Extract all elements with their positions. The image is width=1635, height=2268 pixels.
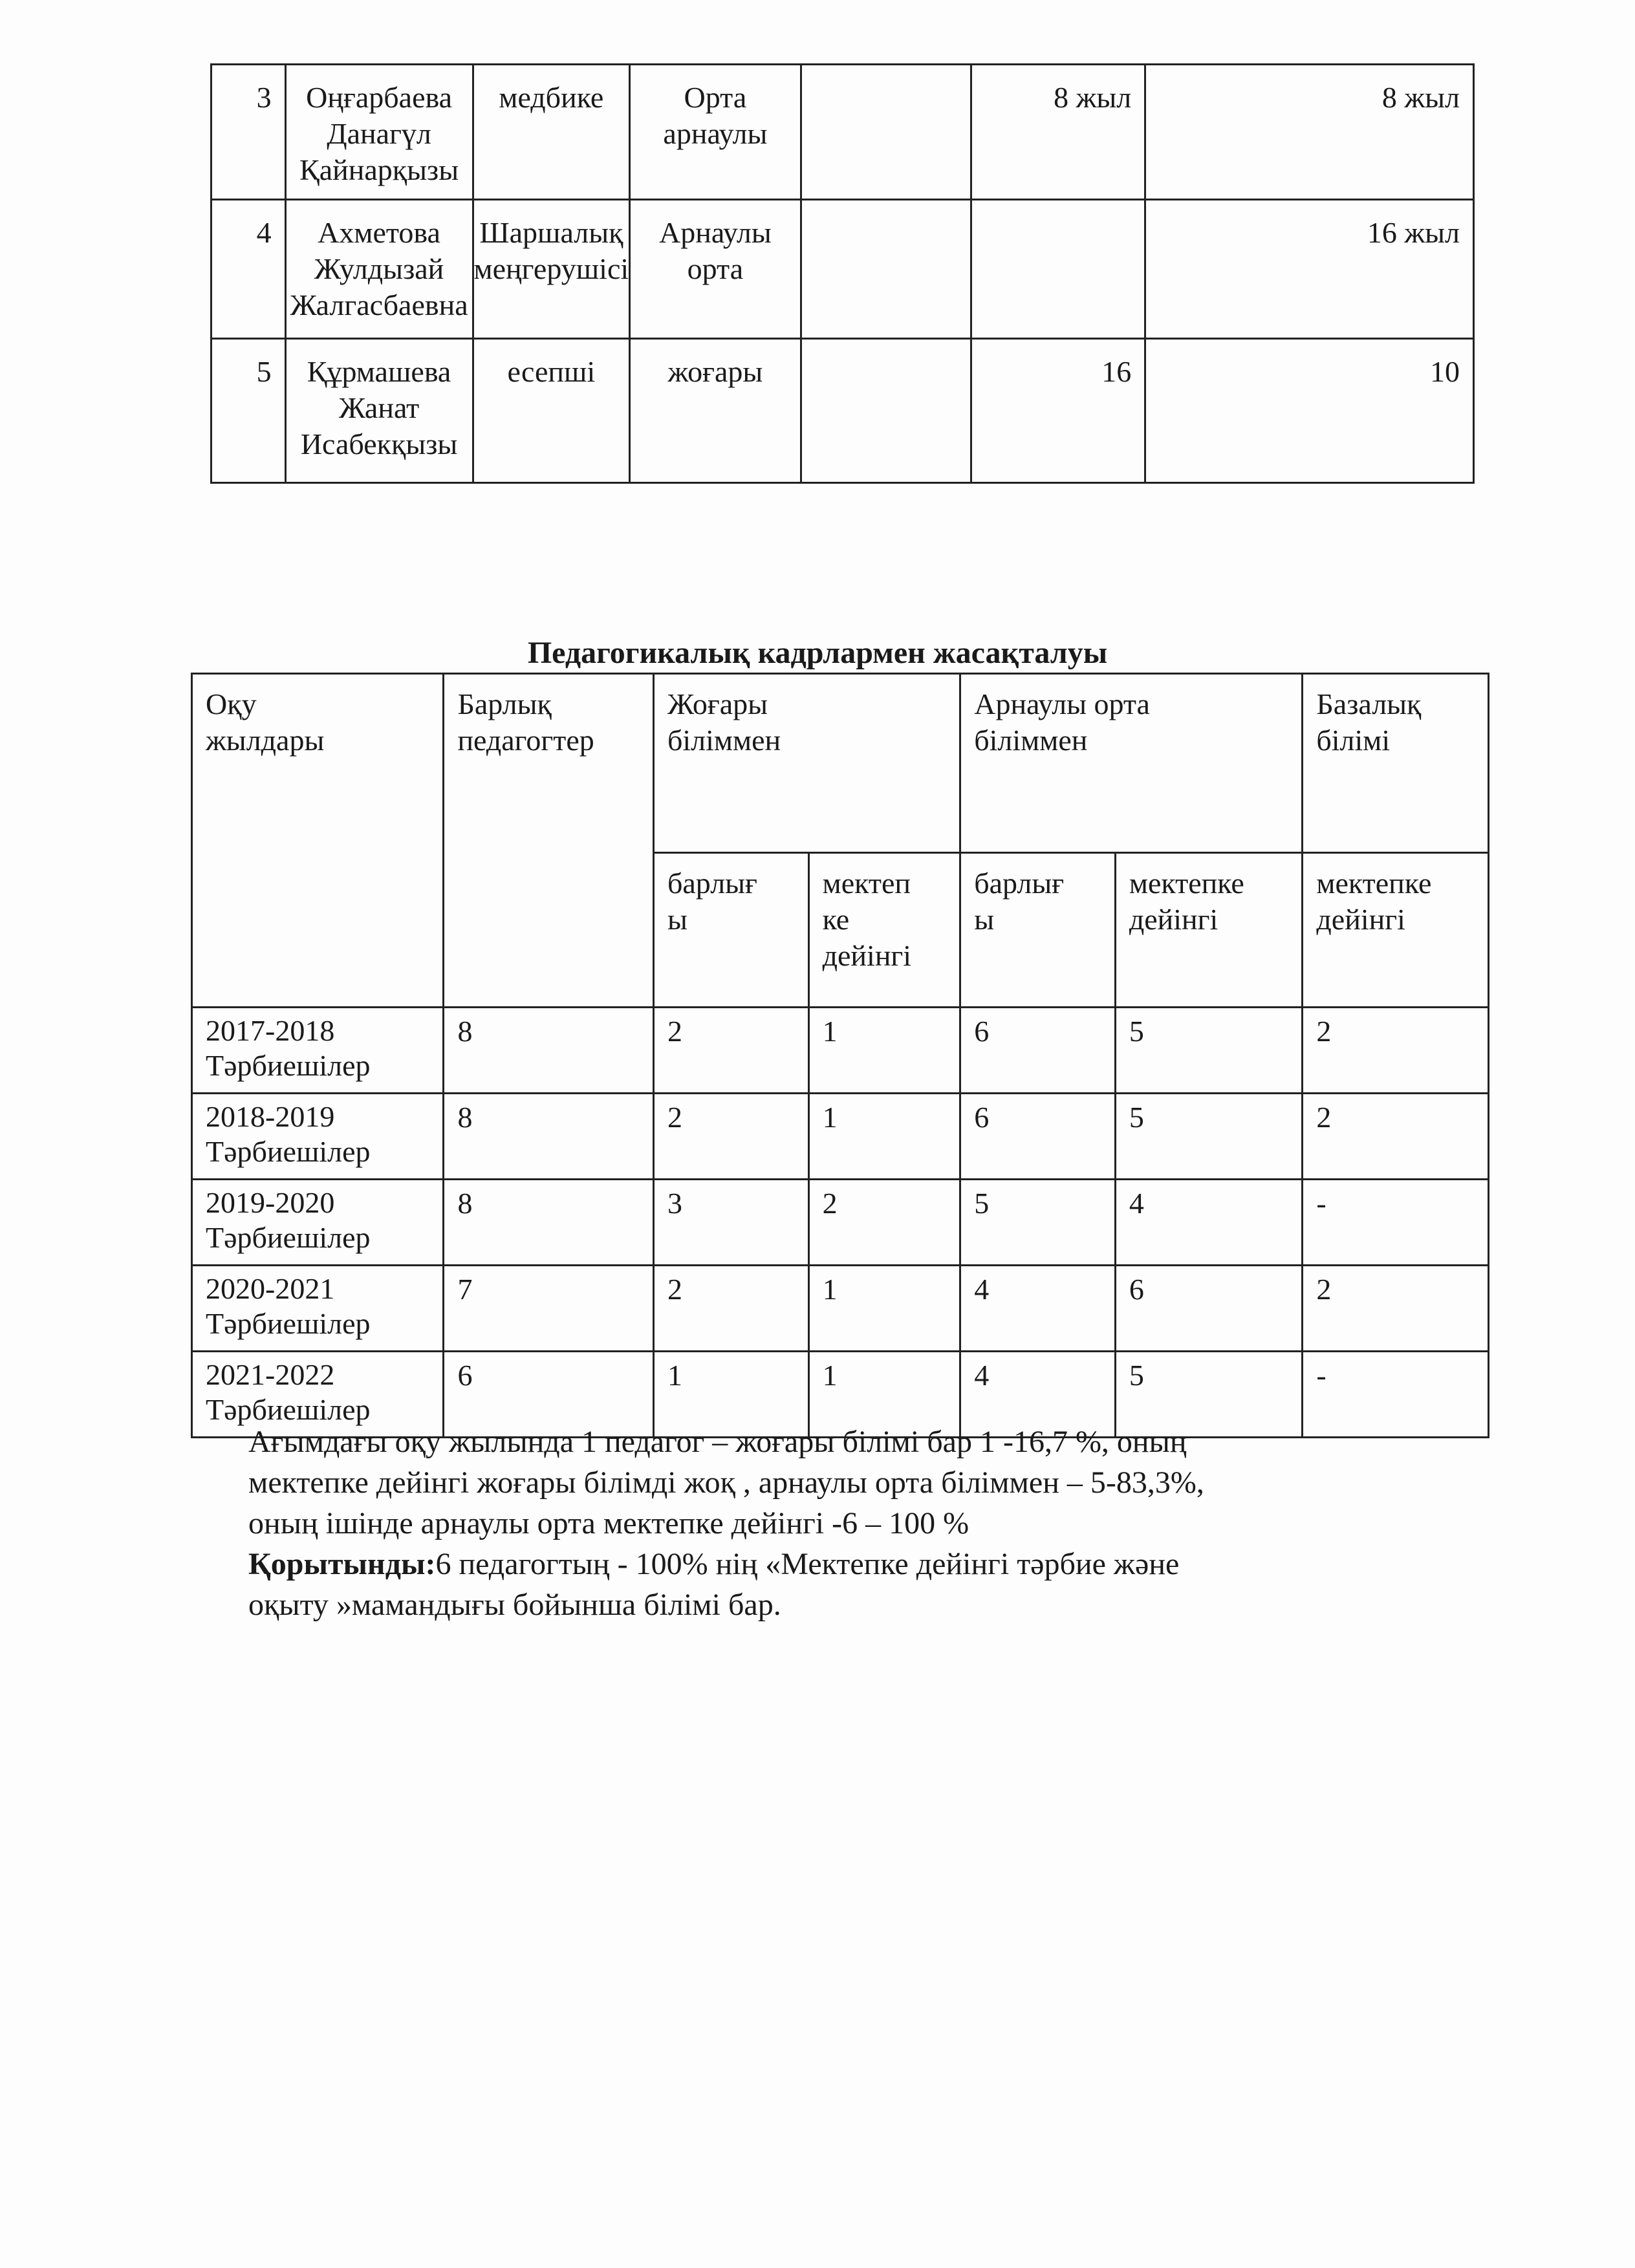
year-cell: 2019-2020 Тәрбиешілер bbox=[192, 1180, 444, 1266]
subheader-higher-preschool: мектеп ке дейінгі bbox=[808, 853, 960, 1008]
conclusion-line bbox=[248, 1544, 1516, 1584]
year-cell: 2021-2022 Тәрбиешілер bbox=[192, 1352, 444, 1438]
total-cell: 8 bbox=[444, 1180, 654, 1266]
total-cell: 8 bbox=[444, 1094, 654, 1180]
higher-all-cell: 2 bbox=[653, 1008, 808, 1094]
staff-name: Оңғарбаева Данагүл Қайнарқызы bbox=[285, 65, 473, 200]
header-row bbox=[192, 674, 1489, 853]
total-cell: 6 bbox=[444, 1352, 654, 1438]
staff-education: жоғары bbox=[630, 339, 801, 483]
higher-preschool-cell: 1 bbox=[808, 1266, 960, 1352]
paragraph-line: оқыту »мамандығы бойынша білімі бар. bbox=[248, 1588, 781, 1622]
basic-cell: 2 bbox=[1303, 1094, 1489, 1180]
year-cell: 2017-2018 Тәрбиешілер bbox=[192, 1008, 444, 1094]
table-row bbox=[192, 1008, 1489, 1094]
table-row bbox=[192, 1266, 1489, 1352]
header-special: Арнаулы орта біліммен bbox=[960, 674, 1303, 853]
staff-col6: 8 жыл bbox=[971, 65, 1145, 200]
special-preschool-cell: 5 bbox=[1115, 1352, 1303, 1438]
paragraph-line: мектепке дейінгі жоғары білімді жоқ , арнаулы орта біліммен – 5-83,3%, bbox=[248, 1465, 1204, 1500]
special-preschool-cell: 5 bbox=[1115, 1008, 1303, 1094]
special-all-cell: 6 bbox=[960, 1094, 1116, 1180]
staff-num: 3 bbox=[211, 65, 286, 200]
special-preschool-cell: 6 bbox=[1115, 1266, 1303, 1352]
special-all-cell: 6 bbox=[960, 1008, 1116, 1094]
higher-all-cell: 3 bbox=[653, 1180, 808, 1266]
basic-cell: - bbox=[1303, 1352, 1489, 1438]
staff-col5 bbox=[801, 200, 971, 339]
table-row bbox=[192, 1180, 1489, 1266]
staff-row bbox=[211, 65, 1474, 200]
conclusion-text: 6 педагогтың - 100% нің «Мектепке дейінгі тәрбие және bbox=[435, 1547, 1180, 1581]
staff-num: 4 bbox=[211, 200, 286, 339]
staff-education: Арнаулы орта bbox=[630, 200, 801, 339]
staff-position: медбике bbox=[473, 65, 630, 200]
paragraph-line: оның ішінде арнаулы орта мектепке дейінгі -6 – 100 % bbox=[248, 1506, 969, 1540]
higher-preschool-cell: 1 bbox=[808, 1008, 960, 1094]
staff-position: есепші bbox=[473, 339, 630, 483]
header-higher: Жоғары біліммен bbox=[653, 674, 960, 853]
table-row bbox=[192, 1094, 1489, 1180]
summary-paragraph bbox=[248, 1421, 1516, 1625]
special-all-cell: 4 bbox=[960, 1352, 1116, 1438]
pedagogic-staff-table bbox=[191, 673, 1489, 1438]
higher-preschool-cell: 1 bbox=[808, 1094, 960, 1180]
header-total: Барлық педагогтер bbox=[444, 674, 654, 1008]
higher-all-cell: 2 bbox=[653, 1094, 808, 1180]
staff-table bbox=[210, 63, 1475, 484]
staff-col7: 10 bbox=[1145, 339, 1474, 483]
staff-education: Орта арнаулы bbox=[630, 65, 801, 200]
special-all-cell: 4 bbox=[960, 1266, 1116, 1352]
staff-position: Шаршалық меңгерушісі bbox=[473, 200, 630, 339]
paragraph-line: Ағымдағы оқу жылында 1 педагог – жоғары білімі бар 1 -16,7 %, оның bbox=[248, 1425, 1187, 1459]
basic-cell: 2 bbox=[1303, 1008, 1489, 1094]
basic-cell: 2 bbox=[1303, 1266, 1489, 1352]
staff-col7: 8 жыл bbox=[1145, 65, 1474, 200]
section-title: Педагогикалық кадрлармен жасақталуы bbox=[527, 636, 1108, 670]
basic-cell: - bbox=[1303, 1180, 1489, 1266]
staff-name: Құрмашева Жанат Исабекқызы bbox=[285, 339, 473, 483]
year-cell: 2018-2019 Тәрбиешілер bbox=[192, 1094, 444, 1180]
staff-name: Ахметова Жулдызай Жалгасбаевна bbox=[285, 200, 473, 339]
special-preschool-cell: 5 bbox=[1115, 1094, 1303, 1180]
special-all-cell: 5 bbox=[960, 1180, 1116, 1266]
total-cell: 8 bbox=[444, 1008, 654, 1094]
staff-row bbox=[211, 200, 1474, 339]
staff-num: 5 bbox=[211, 339, 286, 483]
higher-all-cell: 2 bbox=[653, 1266, 808, 1352]
conclusion-label: Қорытынды: bbox=[248, 1547, 436, 1581]
staff-col5 bbox=[801, 65, 971, 200]
subheader-higher-all: барлығ ы bbox=[653, 853, 808, 1008]
total-cell: 7 bbox=[444, 1266, 654, 1352]
staff-col7: 16 жыл bbox=[1145, 200, 1474, 339]
subheader-special-all: барлығ ы bbox=[960, 853, 1116, 1008]
subheader-special-preschool: мектепке дейінгі bbox=[1115, 853, 1303, 1008]
staff-col6 bbox=[971, 200, 1145, 339]
higher-preschool-cell: 1 bbox=[808, 1352, 960, 1438]
staff-col6: 16 bbox=[971, 339, 1145, 483]
higher-preschool-cell: 2 bbox=[808, 1180, 960, 1266]
staff-col5 bbox=[801, 339, 971, 483]
year-cell: 2020-2021 Тәрбиешілер bbox=[192, 1266, 444, 1352]
subheader-basic-preschool: мектепке дейінгі bbox=[1303, 853, 1489, 1008]
header-basic: Базалық білімі bbox=[1303, 674, 1489, 853]
staff-row bbox=[211, 339, 1474, 483]
higher-all-cell: 1 bbox=[653, 1352, 808, 1438]
special-preschool-cell: 4 bbox=[1115, 1180, 1303, 1266]
header-years: Оқу жылдары bbox=[192, 674, 444, 1008]
